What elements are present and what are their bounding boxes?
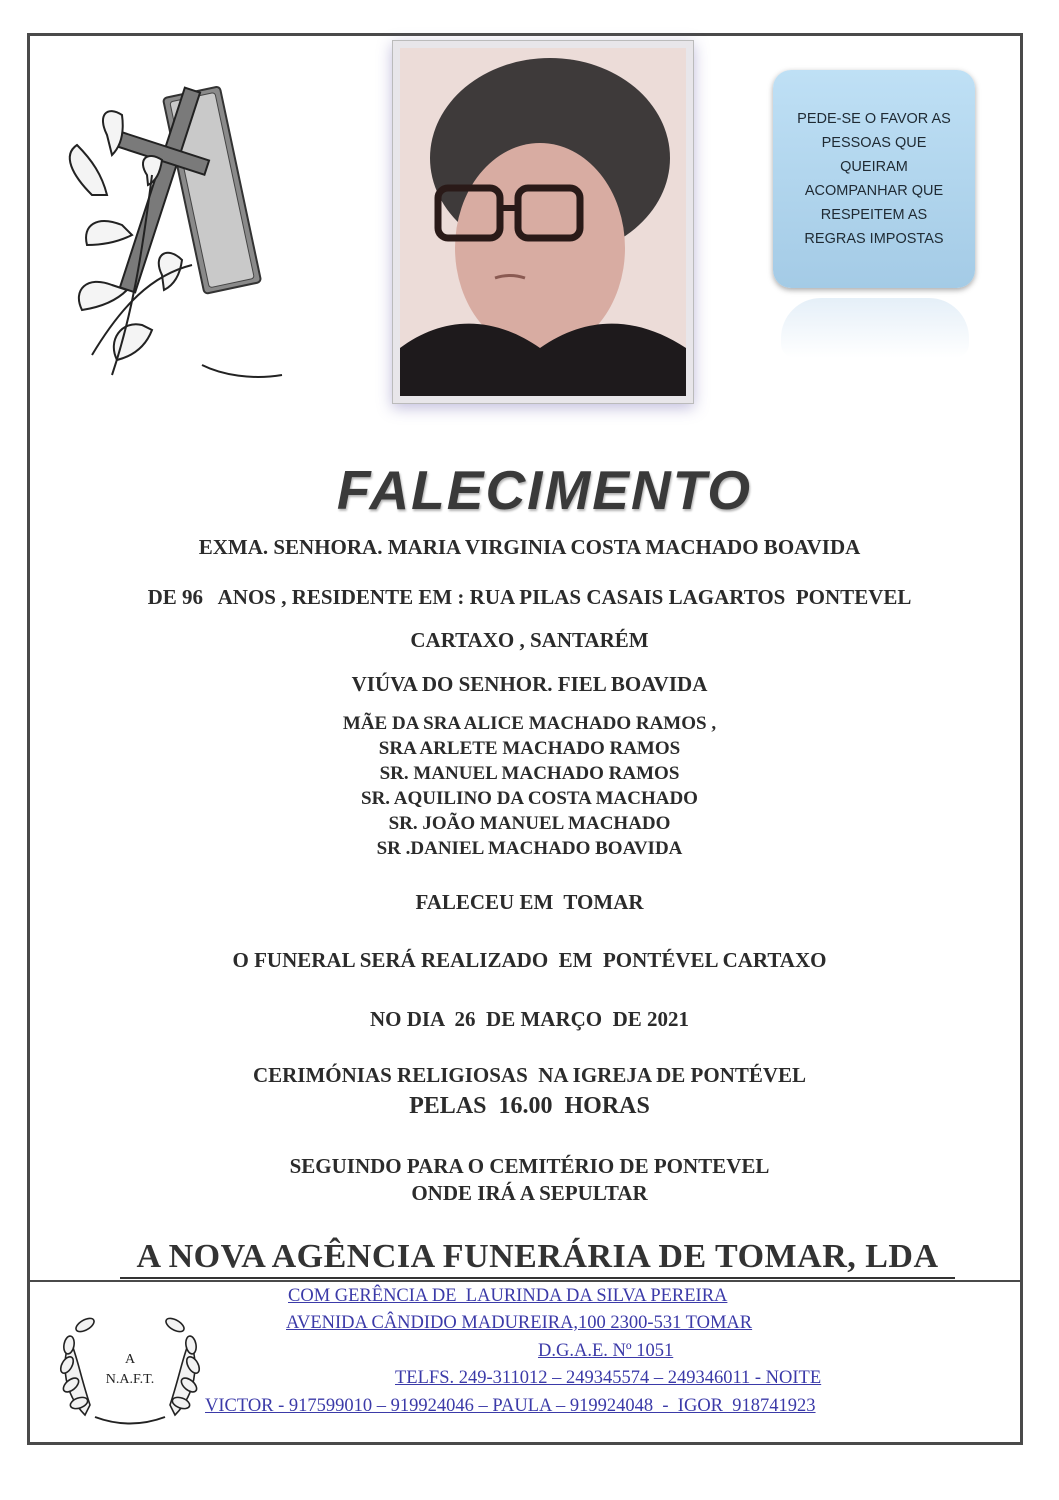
cemetery-line-2: ONDE IRÁ A SEPULTAR: [411, 1181, 648, 1205]
funeral-place: O FUNERAL SERÁ REALIZADO EM PONTÉVEL CARTAXO: [232, 948, 827, 972]
ceremony-line: CERIMÓNIAS RELIGIOSAS NA IGREJA DE PONTÉVEL: [252, 1063, 807, 1087]
child-line: SR. AQUILINO DA COSTA MACHADO: [361, 788, 698, 809]
widow-line: VIÚVA DO SENHOR. FIEL BOAVIDA: [351, 672, 708, 696]
child-line: SR .DANIEL MACHADO BOAVIDA: [376, 838, 683, 859]
city-line: CARTAXO , SANTARÉM: [410, 628, 649, 652]
cross-lily-ornament: [52, 75, 292, 395]
ceremony-time: PELAS 16.00 HORAS: [409, 1093, 650, 1119]
agency-name: A NOVA AGÊNCIA FUNERÁRIA DE TOMAR, LDA: [120, 1237, 955, 1279]
notice-title: FALECIMENTO: [336, 459, 753, 521]
laurel-text: N.A.F.T.: [105, 1372, 155, 1387]
agency-license: D.G.A.E. Nº 1051: [538, 1341, 674, 1361]
agency-address: AVENIDA CÂNDIDO MADUREIRA,100 2300-531 TOMAR: [286, 1313, 753, 1333]
deceased-name: EXMA. SENHORA. MARIA VIRGINIA COSTA MACHADO BOAVIDA: [198, 535, 861, 559]
child-line: SR. MANUEL MACHADO RAMOS: [379, 763, 680, 784]
child-line: SR. JOÃO MANUEL MACHADO: [388, 813, 671, 834]
child-line: MÃE DA SRA ALICE MACHADO RAMOS ,: [342, 713, 717, 734]
agency-laurel-logo: [55, 1305, 205, 1430]
death-place: FALECEU EM TOMAR: [415, 890, 644, 914]
portrait-photo: [392, 40, 694, 404]
footer-divider: [30, 1280, 1023, 1282]
portrait-image: [400, 48, 686, 396]
request-note-reflection: [781, 298, 969, 358]
laurel-letter: A: [124, 1352, 136, 1367]
agency-phones: TELFS. 249-311012 – 249345574 – 249346011 - NOITE: [395, 1368, 822, 1388]
request-note: [773, 70, 975, 288]
child-line: SRA ARLETE MACHADO RAMOS: [378, 738, 681, 759]
request-note-text: PEDE-SE O FAVOR AS PESSOAS QUE QUEIRAM ACOMPANHAR QUE RESPEITEM AS REGRAS IMPOSTAS: [797, 111, 951, 247]
agency-mobiles: VICTOR - 917599010 – 919924046 – PAULA – 919924048 - IGOR 918741923: [205, 1396, 816, 1416]
agency-manager: COM GERÊNCIA DE LAURINDA DA SILVA PEREIRA: [288, 1286, 728, 1306]
age-residence: DE 96 ANOS , RESIDENTE EM : RUA PILAS CASAIS LAGARTOS PONTEVEL: [147, 585, 912, 609]
cemetery-line-1: SEGUINDO PARA O CEMITÉRIO DE PONTEVEL: [289, 1154, 770, 1178]
funeral-date: NO DIA 26 DE MARÇO DE 2021: [369, 1007, 690, 1031]
